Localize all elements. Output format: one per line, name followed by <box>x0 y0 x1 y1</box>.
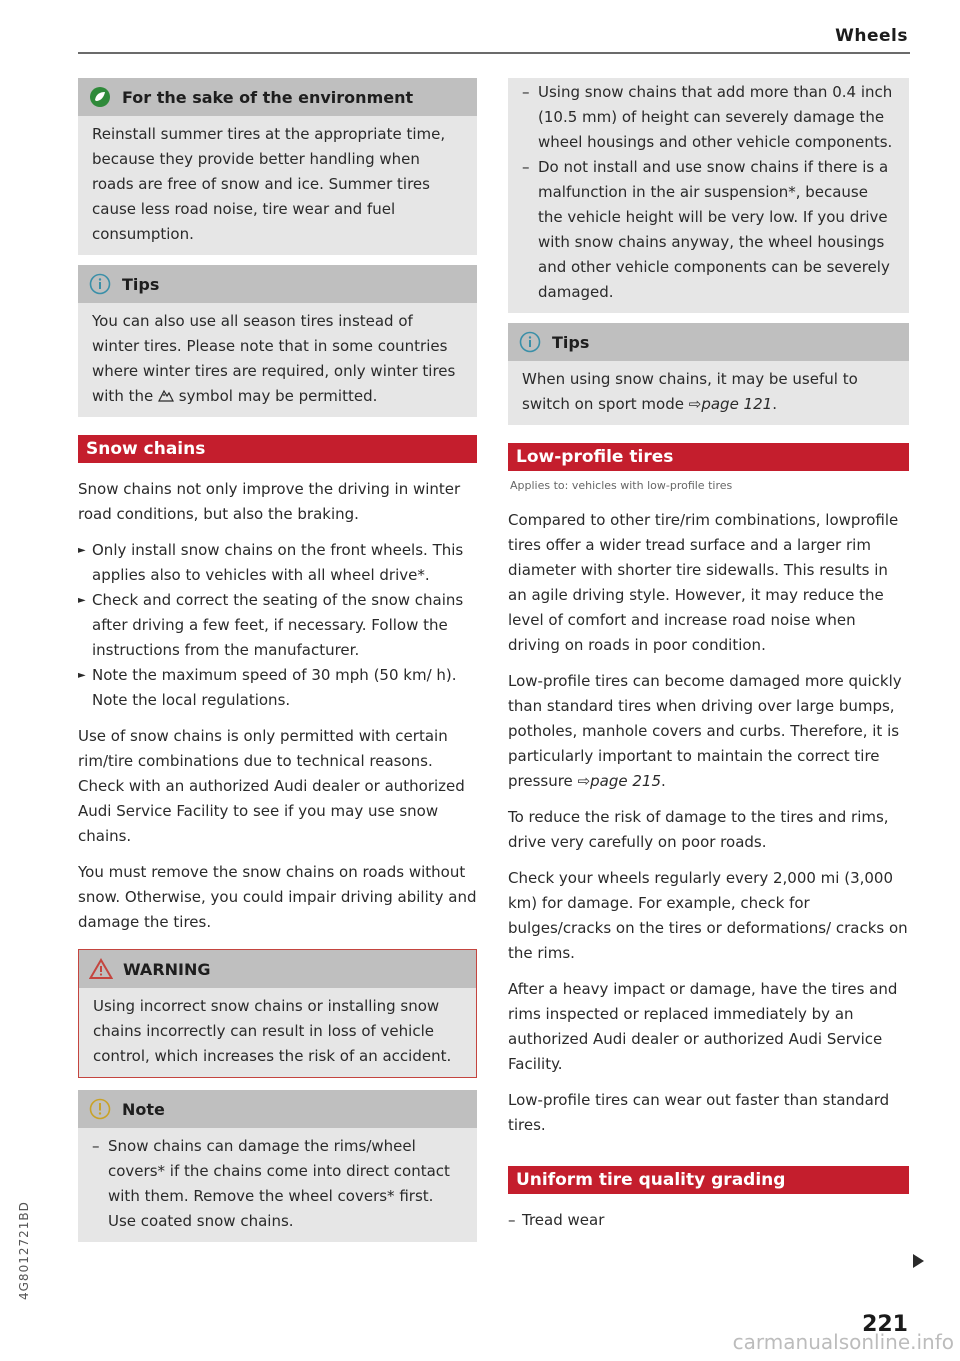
snowflake-mountain-icon <box>158 387 174 405</box>
snow-chains-steps <box>78 538 477 713</box>
low-profile-heading: Low-profile tires <box>508 443 909 471</box>
list-item: ► Check and correct the seating of the snow chains after driving a few feet, if necessary. Follow the instructions from the manufacturer. <box>78 588 477 663</box>
tips-box <box>78 265 477 417</box>
low-profile-para: After a heavy impact or damage, have the tires and rims inspected or replaced immediately by an authorized Audi dealer or authorized Audi Service Facility. <box>508 980 898 1073</box>
page-ref-link[interactable]: page 215 <box>590 772 662 790</box>
warning-triangle-icon <box>89 957 113 981</box>
tips-box-text <box>92 309 463 409</box>
info-icon <box>518 330 542 354</box>
left-column <box>78 78 477 1252</box>
note-box-list <box>92 1134 463 1234</box>
low-profile-para: To reduce the risk of damage to the tires and rims, drive very carefully on poor roads. <box>508 808 889 851</box>
note-continued-box <box>508 78 909 313</box>
low-profile-para: Check your wheels regularly every 2,000 mi (3,000 km) for damage. For example, check for bulges/cracks on the tires or deformations/ cracks on the rims. <box>508 869 908 962</box>
tips-box-header <box>78 265 477 303</box>
page-ref-link[interactable]: page 121 <box>701 395 773 413</box>
list-item: – Snow chains can damage the rims/wheel covers* if the chains come into direct contact with them. Remove the wheel covers* first. Use coated snow chains. <box>92 1134 463 1234</box>
tips-text-part: You can also use all season tires instead of winter tires. Please note that in some countries where winter tires are required, only winter tires with the <box>92 312 456 405</box>
environment-box <box>78 78 477 255</box>
page-ref-arrow: ⇨ <box>577 772 591 790</box>
low-profile-para: Low-profile tires can wear out faster than standard tires. <box>508 1091 890 1134</box>
document-code: 4G8012721BD <box>17 1201 31 1300</box>
note-box-header <box>78 1090 477 1128</box>
environment-box-title: For the sake of the environment <box>122 87 414 107</box>
environment-box-header <box>78 78 477 116</box>
para-text-part: Low-profile tires can become damaged more quickly than standard tires when driving over large bumps, potholes, manhole covers and curbs. Therefore, it is particularly important to maintain the correct tire pressure <box>508 672 902 790</box>
snow-chains-heading: Snow chains <box>78 435 477 463</box>
continue-arrow-icon <box>913 1254 924 1268</box>
info-icon <box>88 272 112 296</box>
tips-text-part: . <box>772 395 777 413</box>
watermark: carmanualsonline.info <box>732 1330 954 1354</box>
note-box-title: Note <box>122 1099 165 1119</box>
utqg-list <box>508 1208 909 1233</box>
list-item: – Do not install and use snow chains if there is a malfunction in the air suspension*, because the vehicle height will be very low. If you drive with snow chains anyway, the wheel housings and other vehicle components can be severely damaged. <box>522 155 895 305</box>
header-rule <box>78 52 910 54</box>
note-box <box>78 1090 477 1242</box>
warning-box-text: Using incorrect snow chains or installing snow chains incorrectly can result in loss of vehicle control, which increases the risk of an accident. <box>93 997 452 1065</box>
tips-box-header <box>508 323 909 361</box>
running-header: Wheels <box>835 26 908 46</box>
tips-text-part: symbol may be permitted. <box>173 387 378 405</box>
snow-chains-para: Use of snow chains is only permitted with certain rim/tire combinations due to technical reasons. Check with an authorized Audi dealer or authorized Audi Service Facility to see if you may use snow chains. <box>78 727 465 845</box>
page-number: 221 <box>862 1312 908 1337</box>
para-text-part: . <box>661 772 666 790</box>
tips-box-right <box>508 323 909 425</box>
leaf-icon <box>88 85 112 109</box>
list-item: – Using snow chains that add more than 0.4 inch (10.5 mm) of height can severely damage the wheel housings and other vehicle components. <box>522 80 895 155</box>
applies-to-note: Applies to: vehicles with low-profile tires <box>510 479 733 492</box>
exclamation-circle-icon <box>88 1097 112 1121</box>
right-column <box>508 78 909 1233</box>
warning-box-header <box>79 950 476 988</box>
note-continued-list <box>522 80 895 305</box>
utqg-heading: Uniform tire quality grading <box>508 1166 909 1194</box>
tips-box-title: Tips <box>122 274 160 294</box>
tips-box-title: Tips <box>552 332 590 352</box>
warning-box-title: WARNING <box>123 959 211 979</box>
snow-chains-intro: Snow chains not only improve the driving in winter road conditions, but also the braking. <box>78 480 461 523</box>
page-ref-arrow: ⇨ <box>688 395 702 413</box>
low-profile-para <box>508 669 909 794</box>
environment-box-text: Reinstall summer tires at the appropriate time, because they provide better handling when roads are free of snow and ice. Summer tires cause less road noise, tire wear and fuel consumption. <box>92 125 446 243</box>
tips-text-part: When using snow chains, it may be useful to switch on sport mode <box>522 370 858 413</box>
warning-box <box>78 949 477 1078</box>
list-item: ► Only install snow chains on the front wheels. This applies also to vehicles with all wheel drive*. <box>78 538 477 588</box>
snow-chains-para: You must remove the snow chains on roads without snow. Otherwise, you could impair driving ability and damage the tires. <box>78 863 477 931</box>
low-profile-para: Compared to other tire/rim combinations, lowprofile tires offer a wider tread surface and a larger rim diameter with shorter tire sidewalls. This results in an agile driving style. However, it may reduce the level of comfort and increase road noise when driving on roads in poor condition. <box>508 511 899 654</box>
list-item: ► Note the maximum speed of 30 mph (50 km/ h). Note the local regulations. <box>78 663 477 713</box>
list-item: – Tread wear <box>508 1208 909 1233</box>
tips-box-text <box>522 367 895 417</box>
